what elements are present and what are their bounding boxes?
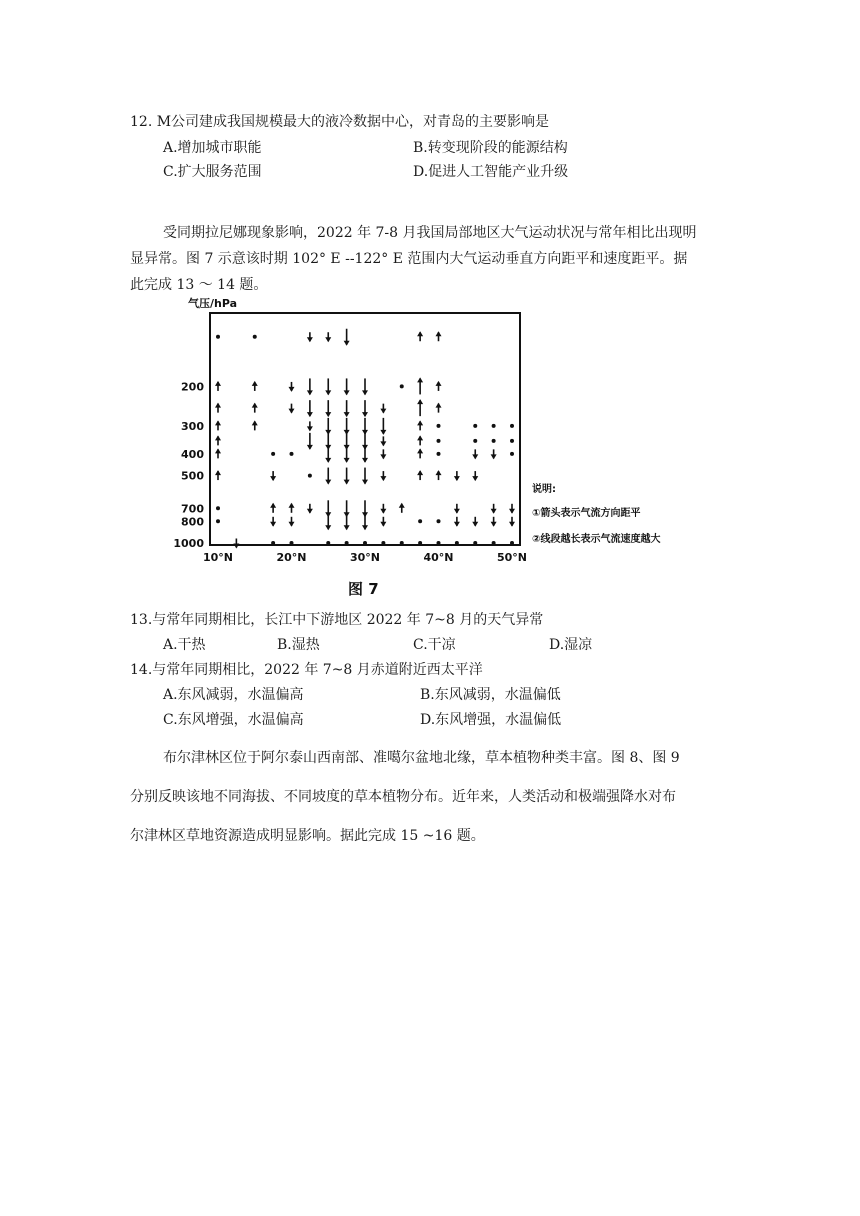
- q12-option-d[interactable]: D.促进人工智能产业升级: [413, 164, 569, 180]
- y-tick-label: 300: [181, 419, 204, 433]
- q13-stem: 13.与常年同期相比，长江中下游地区 2022 年 7~8 月的天气异常: [130, 612, 544, 628]
- anomaly-arrow: [510, 541, 514, 545]
- anomaly-arrow: [380, 404, 386, 414]
- anomaly-arrow: [290, 452, 294, 456]
- anomaly-arrow: [362, 468, 368, 485]
- anomaly-arrow: [252, 381, 258, 391]
- anomaly-arrow: [252, 403, 258, 413]
- anomaly-arrow: [253, 335, 257, 339]
- q14-option-a[interactable]: A.东风减弱，水温偏高: [163, 687, 304, 703]
- y-axis-label: 气压/hPa: [188, 297, 238, 310]
- y-tick-label: 500: [181, 469, 204, 483]
- anomaly-arrow: [418, 519, 422, 523]
- anomaly-arrow: [215, 420, 221, 430]
- anomaly-arrow: [344, 446, 350, 463]
- vector-field-chart: [170, 296, 730, 606]
- anomaly-arrow: [473, 424, 477, 428]
- anomaly-arrow: [436, 403, 442, 413]
- anomaly-arrow: [437, 452, 441, 456]
- anomaly-arrow: [270, 517, 276, 527]
- legend-title: 说明:: [532, 484, 556, 495]
- anomaly-arrow: [472, 517, 478, 527]
- anomaly-arrow: [307, 433, 313, 450]
- anomaly-arrow: [362, 400, 368, 417]
- anomaly-arrow: [510, 439, 514, 443]
- q12-option-a[interactable]: A.增加城市职能: [163, 140, 262, 156]
- anomaly-arrow: [417, 377, 423, 394]
- anomaly-arrow: [326, 541, 330, 545]
- legend-item-direction: ①箭头表示气流方向距平: [532, 508, 641, 519]
- anomaly-arrow: [308, 474, 312, 478]
- anomaly-arrow: [252, 420, 258, 430]
- anomaly-arrow: [491, 517, 497, 527]
- q14-stem: 14.与常年同期相比，2022 年 7~8 月赤道附近西太平洋: [130, 662, 483, 678]
- q12-option-c[interactable]: C.扩大服务范围: [163, 164, 262, 180]
- anomaly-arrow: [325, 513, 331, 530]
- anomaly-arrow: [509, 517, 515, 527]
- anomaly-arrow: [437, 439, 441, 443]
- anomaly-arrow: [472, 471, 478, 481]
- anomaly-arrow: [325, 468, 331, 485]
- anomaly-arrow: [417, 470, 423, 480]
- anomaly-arrow: [215, 381, 221, 391]
- y-tick-label: 800: [181, 515, 204, 529]
- intro1-line-2: 显异常。图 7 示意该时期 102° E --122° E 范围内大气运动垂直方向距平和速度距平。据: [130, 251, 688, 267]
- intro1-line-1: 受同期拉尼娜现象影响，2022 年 7-8 月我国局部地区大气运动状况与常年相比出现明: [163, 225, 697, 241]
- anomaly-arrow: [344, 468, 350, 485]
- anomaly-arrow: [307, 421, 313, 431]
- anomaly-arrow: [307, 504, 313, 514]
- anomaly-arrow: [270, 471, 276, 481]
- intro2-line-3: 尔津林区草地资源造成明显影响。据此完成 15 ~16 题。: [130, 828, 485, 844]
- q13-option-c[interactable]: C.干凉: [413, 637, 456, 653]
- anomaly-arrow: [325, 418, 331, 435]
- anomaly-arrow: [436, 381, 442, 391]
- anomaly-arrow: [417, 331, 423, 341]
- anomaly-arrow: [437, 519, 441, 523]
- anomaly-arrow: [216, 335, 220, 339]
- anomaly-arrow: [510, 452, 514, 456]
- legend-item-speed: ②线段越长表示气流速度越大: [532, 534, 661, 545]
- anomaly-arrow: [362, 513, 368, 530]
- anomaly-arrow: [381, 541, 385, 545]
- anomaly-arrow: [473, 541, 477, 545]
- x-tick-label: 10°N: [202, 551, 234, 564]
- x-tick-label: 50°N: [496, 551, 528, 564]
- anomaly-arrow: [345, 541, 349, 545]
- anomaly-arrow: [454, 517, 460, 527]
- anomaly-arrow: [417, 420, 423, 430]
- anomaly-arrow: [325, 332, 331, 342]
- q12-option-b[interactable]: B.转变现阶段的能源结构: [413, 140, 568, 156]
- anomaly-arrow: [271, 541, 275, 545]
- q13-option-b[interactable]: B.湿热: [277, 637, 320, 653]
- anomaly-arrow: [454, 471, 460, 481]
- anomaly-arrow: [325, 446, 331, 463]
- anomaly-arrow: [380, 504, 386, 514]
- anomaly-arrow: [362, 418, 368, 435]
- q13-option-a[interactable]: A.干热: [163, 637, 206, 653]
- anomaly-arrow: [436, 331, 442, 341]
- anomaly-arrow: [289, 503, 295, 513]
- anomaly-arrow: [215, 435, 221, 445]
- anomaly-arrow: [454, 504, 460, 514]
- q14-option-c[interactable]: C.东风增强，水温偏高: [163, 712, 304, 728]
- anomaly-arrow: [215, 448, 221, 458]
- anomaly-arrow: [271, 452, 275, 456]
- anomaly-arrow: [344, 513, 350, 530]
- anomaly-arrow: [307, 332, 313, 342]
- anomaly-arrow: [418, 541, 422, 545]
- anomaly-arrow: [455, 541, 459, 545]
- anomaly-arrow: [325, 378, 331, 395]
- anomaly-arrow: [492, 541, 496, 545]
- anomaly-arrow: [417, 448, 423, 458]
- anomaly-arrow: [215, 403, 221, 413]
- anomaly-arrow: [472, 449, 478, 459]
- anomaly-arrow: [216, 519, 220, 523]
- anomaly-arrow: [215, 470, 221, 480]
- anomaly-arrow: [509, 504, 515, 514]
- anomaly-arrow: [510, 424, 514, 428]
- anomaly-arrow: [380, 418, 386, 435]
- anomaly-arrow: [492, 439, 496, 443]
- anomaly-arrow: [233, 539, 239, 549]
- anomaly-arrow: [344, 329, 350, 346]
- anomaly-arrow: [270, 503, 276, 513]
- anomaly-arrow: [216, 506, 220, 510]
- anomaly-arrow: [380, 449, 386, 459]
- anomaly-arrow: [399, 503, 405, 513]
- x-tick-label: 20°N: [276, 551, 307, 564]
- q12-stem: 12. M公司建成我国规模最大的液冷数据中心，对青岛的主要影响是: [130, 114, 550, 130]
- q13-option-d[interactable]: D.湿凉: [549, 637, 593, 653]
- y-tick-label: 200: [181, 380, 204, 394]
- anomaly-arrow: [289, 382, 295, 392]
- intro2-line-2: 分别反映该地不同海拔、不同坡度的草本植物分布。近年来，人类活动和极端强降水对布: [130, 789, 676, 805]
- anomaly-arrow: [380, 517, 386, 527]
- anomaly-arrow: [344, 418, 350, 435]
- anomaly-arrow: [362, 378, 368, 395]
- y-tick-label: 700: [181, 502, 204, 516]
- anomaly-arrow: [307, 400, 313, 417]
- q14-option-b[interactable]: B.东风减弱，水温偏低: [420, 687, 561, 703]
- anomaly-arrow: [437, 541, 441, 545]
- anomaly-arrow: [417, 399, 423, 416]
- anomaly-arrow: [417, 435, 423, 445]
- anomaly-arrow: [436, 470, 442, 480]
- intro1-line-3: 此完成 13 ～ 14 题。: [130, 277, 268, 293]
- anomaly-arrow: [473, 439, 477, 443]
- anomaly-arrow: [380, 436, 386, 446]
- anomaly-arrow: [344, 400, 350, 417]
- x-tick-label: 30°N: [349, 551, 381, 564]
- figure-caption: 图 7: [348, 580, 379, 598]
- x-tick-label: 40°N: [423, 551, 454, 564]
- anomaly-arrow: [362, 446, 368, 463]
- anomaly-arrow: [289, 517, 295, 527]
- anomaly-arrow: [400, 384, 404, 388]
- intro2-line-1: 布尔津林区位于阿尔泰山西南部、准噶尔盆地北缘，草本植物种类丰富。图 8、图 9: [163, 750, 680, 766]
- anomaly-arrow: [307, 378, 313, 395]
- y-tick-label: 1000: [173, 537, 204, 550]
- anomaly-arrow: [492, 424, 496, 428]
- anomaly-arrow: [380, 471, 386, 481]
- anomaly-arrow: [400, 541, 404, 545]
- figure-7: [170, 296, 730, 606]
- anomaly-arrow: [289, 404, 295, 414]
- anomaly-arrow: [325, 400, 331, 417]
- anomaly-arrow: [290, 541, 294, 545]
- anomaly-arrow: [437, 424, 441, 428]
- anomaly-arrow: [491, 449, 497, 459]
- anomaly-arrow: [363, 541, 367, 545]
- y-tick-label: 400: [181, 447, 204, 461]
- anomaly-arrow: [344, 378, 350, 395]
- anomaly-arrow: [491, 504, 497, 514]
- q14-option-d[interactable]: D.东风增强，水温偏低: [420, 712, 562, 728]
